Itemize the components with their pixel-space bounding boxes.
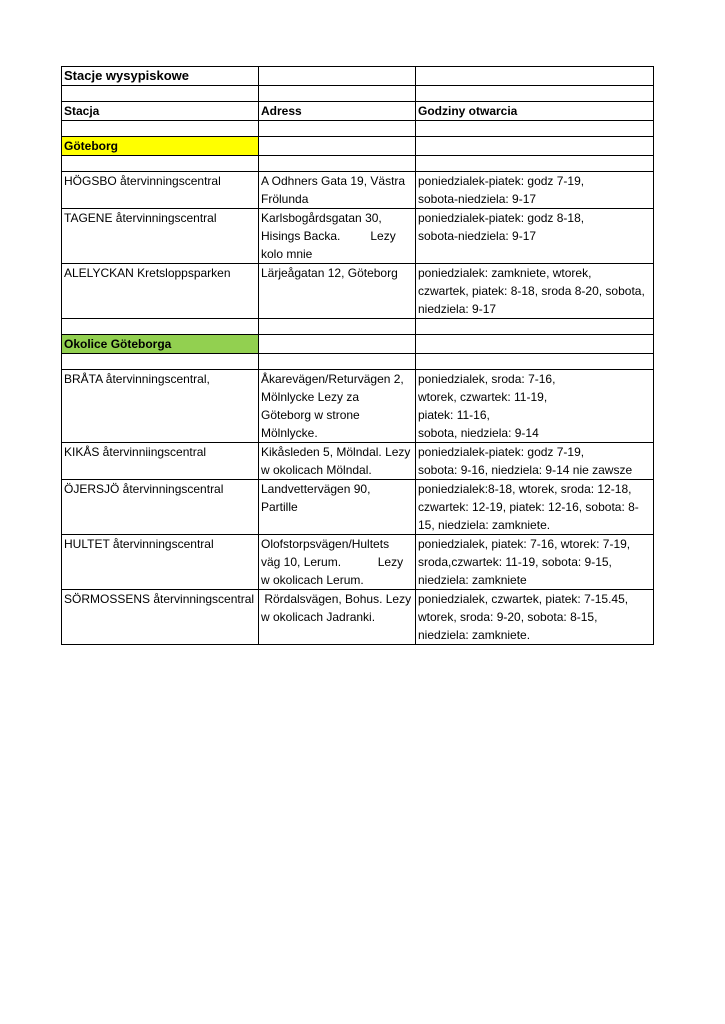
empty-cell[interactable] [416,354,654,370]
header-hours[interactable]: Godziny otwarcia [416,102,654,121]
empty-cell[interactable] [259,67,416,86]
station-address-line: Åkarevägen/Returvägen 2, [261,372,404,386]
empty-cell[interactable] [416,319,654,335]
station-hours[interactable] [416,535,654,590]
station-address-line: Olofstorpsvägen/Hultets [261,537,390,551]
station-hours-line: poniedzialek: zamkniete, wtorek, [418,266,592,280]
station-address[interactable] [259,535,416,590]
station-hours[interactable] [416,590,654,645]
header-address[interactable]: Adress [259,102,416,121]
empty-cell[interactable] [62,354,259,370]
station-hours-line: poniedzialek-piatek: godz 8-18, [418,211,585,225]
empty-cell[interactable] [259,86,416,102]
station-address[interactable] [259,172,416,209]
empty-cell[interactable] [259,137,416,156]
station-row [62,590,654,645]
station-address-line: kolo mnie [261,247,313,261]
empty-cell[interactable] [62,121,259,137]
empty-cell[interactable] [259,156,416,172]
station-hours[interactable] [416,443,654,480]
station-hours-line: poniedzialek:8-18, wtorek, sroda: 12-18, [418,482,632,496]
station-address[interactable] [259,480,416,535]
station-hours-line: czwartek, piatek: 8-18, sroda 8-20, sobota, [418,284,645,298]
station-hours[interactable] [416,370,654,443]
empty-cell[interactable] [416,335,654,354]
station-name[interactable]: HULTET återvinningscentral [62,535,259,590]
station-address-line: Partille [261,500,298,514]
station-hours[interactable] [416,209,654,264]
station-hours-line: sobota, niedziela: 9-14 [418,426,539,440]
station-name[interactable]: ÖJERSJÖ återvinningscentral [62,480,259,535]
empty-cell[interactable] [259,319,416,335]
station-hours-line: czwartek: 12-19, piatek: 12-16, sobota: 8- [418,500,639,514]
blank-row [62,156,654,172]
empty-cell[interactable] [416,137,654,156]
station-hours-line: piatek: 11-16, [418,408,490,422]
station-hours[interactable] [416,172,654,209]
station-row [62,370,654,443]
sheet-title[interactable]: Stacje wysypiskowe [62,67,259,86]
empty-cell[interactable] [62,319,259,335]
station-hours-line: poniedzialek-piatek: godz 7-19, [418,174,585,188]
station-hours[interactable] [416,264,654,319]
header-row [62,102,654,121]
empty-cell[interactable] [62,156,259,172]
station-address-line: Landvettervägen 90, [261,482,371,496]
station-hours-line: poniedzialek, czwartek, piatek: 7-15.45, [418,592,629,606]
station-address-line: Göteborg w strone [261,408,360,422]
station-address[interactable] [259,209,416,264]
station-row [62,443,654,480]
station-address[interactable] [259,590,416,645]
station-address-line: Kikåsleden 5, Mölndal. Lezy [261,445,411,459]
empty-cell[interactable] [416,86,654,102]
station-address-line: w okolicach Lerum. [261,573,364,587]
station-hours-line: wtorek, czwartek: 11-19, [418,390,548,404]
station-hours-line: poniedzialek-piatek: godz 7-19, [418,445,585,459]
station-name[interactable]: KIKÅS återvinniingscentral [62,443,259,480]
station-name[interactable]: BRÅTA återvinningscentral, [62,370,259,443]
station-name[interactable]: TAGENE återvinningscentral [62,209,259,264]
section-row [62,137,654,156]
blank-row [62,319,654,335]
title-row [62,67,654,86]
station-address[interactable] [259,443,416,480]
station-row [62,209,654,264]
station-hours-line: poniedzialek, piatek: 7-16, wtorek: 7-19, [418,537,631,551]
station-address-line: Lärjeågatan 12, Göteborg [261,266,398,280]
station-address-line: Hisings Backa. Lezy [261,229,396,243]
section-title[interactable]: Okolice Göteborga [62,335,259,354]
station-hours-line: niedziela: 9-17 [418,302,497,316]
empty-cell[interactable] [259,335,416,354]
station-address-line: w okolicach Mölndal. [261,463,372,477]
station-row [62,172,654,209]
station-hours[interactable] [416,480,654,535]
blank-row [62,86,654,102]
empty-cell[interactable] [259,354,416,370]
station-address-line: väg 10, Lerum. Lezy [261,555,404,569]
station-address[interactable] [259,264,416,319]
station-row [62,264,654,319]
station-address-line: Mölnlycke Lezy za [261,390,360,404]
station-address[interactable] [259,370,416,443]
blank-row [62,354,654,370]
header-station[interactable]: Stacja [62,102,259,121]
station-address-line: Frölunda [261,192,309,206]
blank-row [62,121,654,137]
station-hours-line: sobota: 9-16, niedziela: 9-14 nie zawsze [418,463,633,477]
station-hours-line: niedziela: zamkniete. [418,628,531,642]
station-hours-line: poniedzialek, sroda: 7-16, [418,372,556,386]
station-address-line: Mölnlycke. [261,426,318,440]
empty-cell[interactable] [416,67,654,86]
stations-table [61,66,654,645]
station-hours-line: sobota-niedziela: 9-17 [418,229,537,243]
station-name[interactable]: ALELYCKAN Kretsloppsparken [62,264,259,319]
station-row [62,535,654,590]
empty-cell[interactable] [416,121,654,137]
empty-cell[interactable] [416,156,654,172]
section-title[interactable]: Göteborg [62,137,259,156]
station-hours-line: sobota-niedziela: 9-17 [418,192,537,206]
station-address-line: Rördalsvägen, Bohus. Lezy [261,592,412,606]
station-address-line: Karlsbogårdsgatan 30, [261,211,382,225]
station-hours-line: niedziela: zamkniete [418,573,527,587]
station-hours-line: 15, niedziela: zamkniete. [418,518,551,532]
station-address-line: A Odhners Gata 19, Västra [261,174,406,188]
station-name[interactable]: SÖRMOSSENS återvinningscentral [62,590,259,645]
empty-cell[interactable] [62,86,259,102]
section-row [62,335,654,354]
station-hours-line: sroda,czwartek: 11-19, sobota: 9-15, [418,555,612,569]
station-hours-line: wtorek, sroda: 9-20, sobota: 8-15, [418,610,598,624]
station-row [62,480,654,535]
station-name[interactable]: HÖGSBO återvinningscentral [62,172,259,209]
station-address-line: w okolicach Jadranki. [261,610,376,624]
empty-cell[interactable] [259,121,416,137]
